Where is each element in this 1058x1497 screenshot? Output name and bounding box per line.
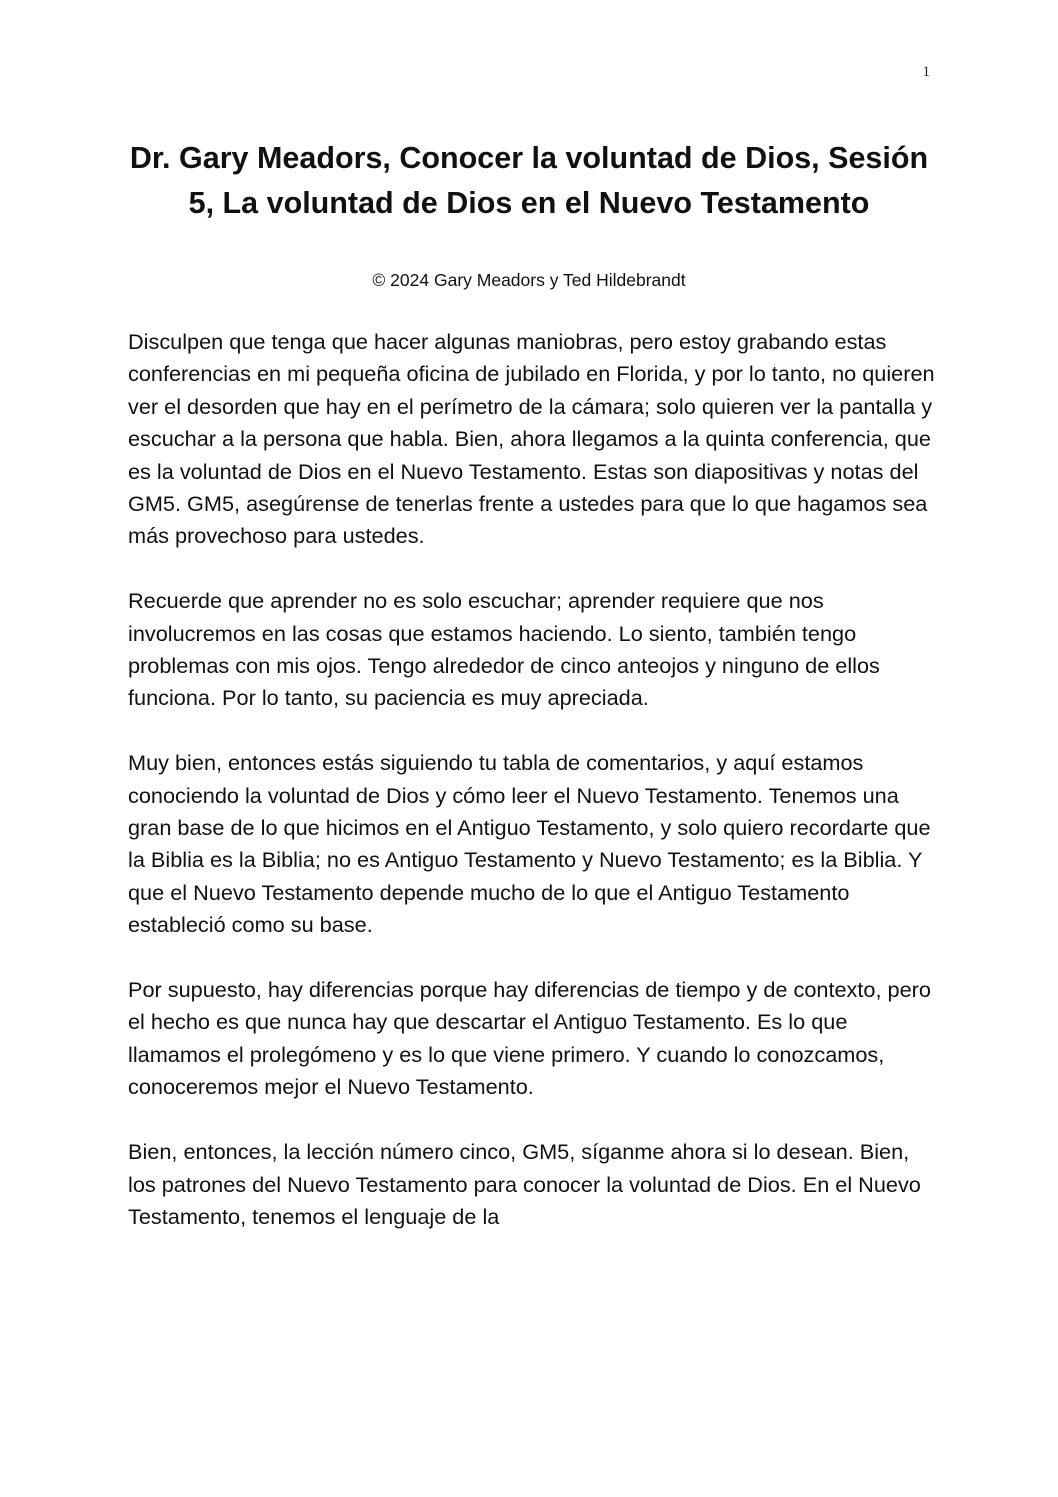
page-number: 1 bbox=[922, 64, 930, 80]
paragraph: Bien, entonces, la lección número cinco, GM5, síganme ahora si lo desean. Bien, los patrones del Nuevo Testamento para conocer la voluntad de Dios. En el Nuevo Testamento, tenemos el lenguaje de la bbox=[128, 1139, 921, 1229]
paragraph: Muy bien, entonces estás siguiendo tu tabla de comentarios, y aquí estamos conociendo la voluntad de Dios y cómo leer el Nuevo Testamento. Tenemos una gran base de lo que hicimos en el Antiguo Testamento, y solo quiero recordarte que la Biblia es la Biblia; no es Antiguo Testamento y Nuevo Testamento; es la Biblia. Y que el Nuevo Testamento depende mucho de lo que el Antiguo Testamento estableció como su base. bbox=[128, 750, 931, 938]
paragraph: Recuerde que aprender no es solo escuchar; aprender requiere que nos involucremos en las cosas que estamos haciendo. Lo siento, también tengo problemas con mis ojos. Tengo alrededor de cinco anteojos y ninguno de ellos funciona. Por lo tanto, su paciencia es muy apreciada. bbox=[128, 588, 880, 711]
document-title: Dr. Gary Meadors, Conocer la voluntad de Dios, Sesión 5, La voluntad de Dios en el Nuevo Testamento bbox=[129, 141, 929, 220]
copyright-line: © 2024 Gary Meadors y Ted Hildebrandt bbox=[372, 270, 686, 290]
paragraph: Por supuesto, hay diferencias porque hay diferencias de tiempo y de contexto, pero el hecho es que nunca hay que descartar el Antiguo Testamento. Es lo que llamamos el prolegómeno y es lo que viene primero. Y cuando lo conozcamos, conoceremos mejor el Nuevo Testamento. bbox=[128, 977, 931, 1100]
document-body bbox=[128, 326, 936, 1266]
paragraph: Disculpen que tenga que hacer algunas maniobras, pero estoy grabando estas conferencias en mi pequeña oficina de jubilado en Florida, y por lo tanto, no quieren ver el desorden que hay en el perímetro de la cámara; solo quieren ver la pantalla y escuchar a la persona que habla. Bien, ahora llegamos a la quinta conferencia, que es la voluntad de Dios en el Nuevo Testamento. Estas son diapositivas y notas del GM5. GM5, asegúrense de tenerlas frente a ustedes para que lo que hagamos sea más provechoso para ustedes. bbox=[128, 329, 935, 549]
